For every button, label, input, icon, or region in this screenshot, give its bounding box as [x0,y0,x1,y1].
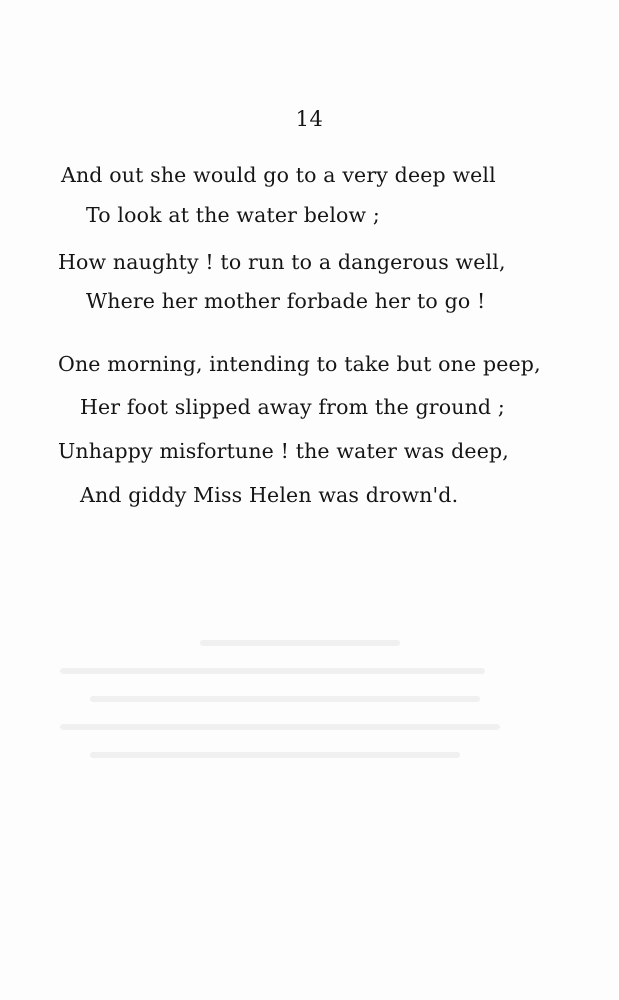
poem-line: And giddy Miss Helen was drown'd. [80,483,459,507]
poem-line: And out she would go to a very deep well [61,163,496,187]
poem-line: Where her mother forbade her to go ! [86,289,486,313]
poem-line: How naughty ! to run to a dangerous well, [58,250,506,274]
poem-line: Her foot slipped away from the ground ; [80,395,505,419]
poem-line: To look at the water below ; [86,203,380,227]
poem-line: Unhappy misfortune ! the water was deep, [58,439,509,463]
bleed-through-texture [60,640,560,840]
poem-line: One morning, intending to take but one peep, [58,352,541,376]
page-number: 14 [295,107,324,131]
